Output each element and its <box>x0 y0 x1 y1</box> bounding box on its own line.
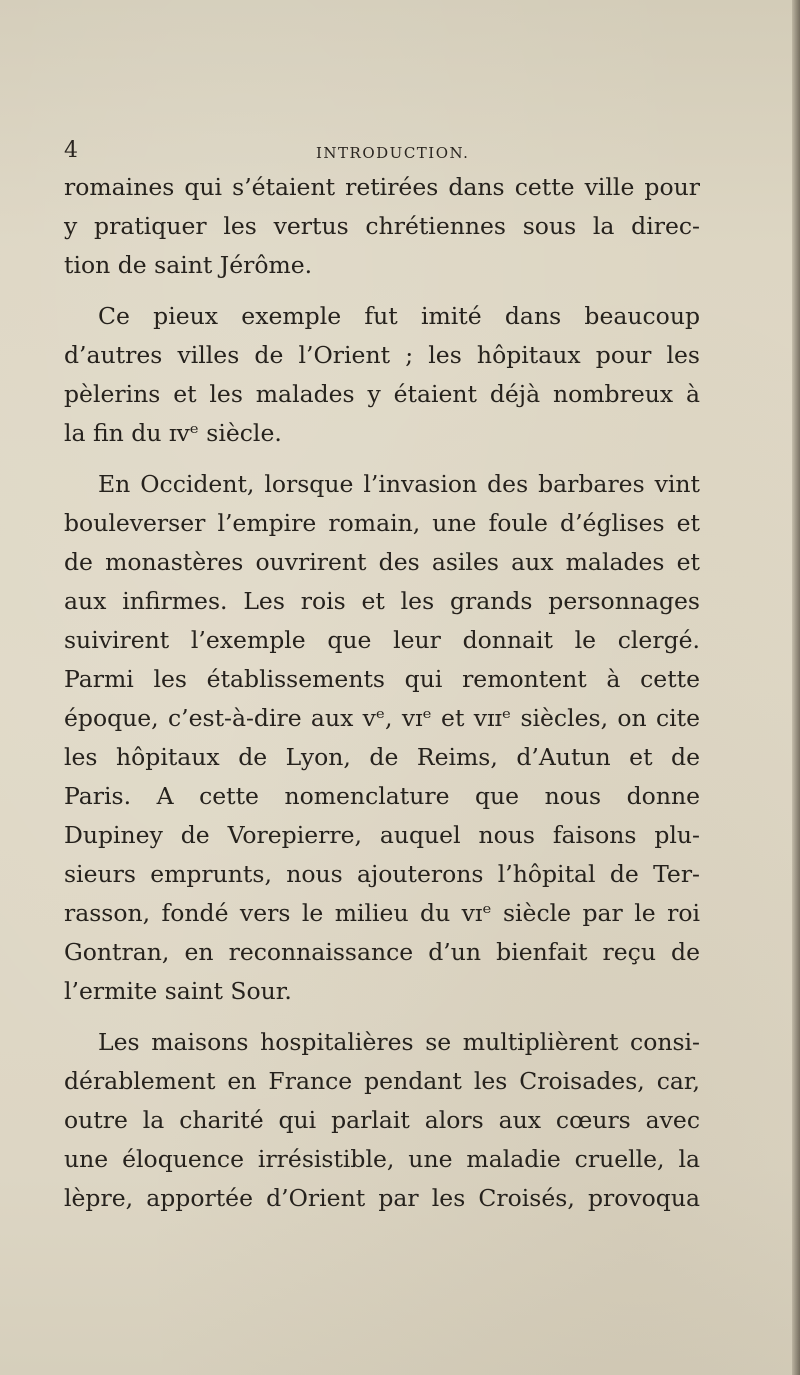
page-edge <box>792 0 800 1375</box>
text-line: outre la charité qui parlait alors aux cœurs avec <box>64 1106 700 1134</box>
text-line: de monastères ouvrirent des asiles aux malades et <box>64 548 700 576</box>
text-line: y pratiquer les vertus chrétiennes sous la direc- <box>64 212 700 240</box>
text-line: tion de saint Jérôme. <box>64 251 313 279</box>
text-line: suivirent l’exemple que leur donnait le clergé. <box>64 626 700 654</box>
text-line: Parmi les établissements qui remontent à cette <box>64 665 700 693</box>
paragraph <box>64 297 700 453</box>
text-line: d’autres villes de l’Orient ; les hôpitaux pour les <box>64 341 700 369</box>
page-number: 4 <box>64 138 78 163</box>
text-line: la fin du ɪᴠᵉ siècle. <box>64 419 282 447</box>
text-line: époque, c’est-à-dire aux ᴠᵉ, ᴠɪᵉ et ᴠɪɪᵉ siècles, on cite <box>64 704 700 732</box>
text-line: dérablement en France pendant les Croisades, car, <box>64 1067 700 1095</box>
text-line: sieurs emprunts, nous ajouterons l’hôpital de Ter- <box>64 860 700 888</box>
text-line: l’ermite saint Sour. <box>64 977 292 1005</box>
paragraph <box>64 1023 700 1218</box>
text-line: Dupiney de Vorepierre, auquel nous faisons plu- <box>64 821 700 849</box>
text-line: Les maisons hospitalières se multiplièrent consi- <box>98 1028 700 1056</box>
text-line: rasson, fondé vers le milieu du ᴠɪᵉ siècle par le roi <box>64 899 700 927</box>
paragraph <box>64 465 700 1011</box>
running-header <box>64 138 700 168</box>
text-line: Gontran, en reconnaissance d’un bienfait reçu de <box>64 938 700 966</box>
text-line: les hôpitaux de Lyon, de Reims, d’Autun et de <box>64 743 700 771</box>
text-line: romaines qui s’étaient retirées dans cette ville pour <box>64 173 700 201</box>
body-text <box>64 168 700 1218</box>
text-line: Paris. A cette nomenclature que nous donne <box>64 782 700 810</box>
running-title: INTRODUCTION. <box>316 144 470 162</box>
text-line: En Occident, lorsque l’invasion des barbares vint <box>98 470 700 498</box>
text-line: lèpre, apportée d’Orient par les Croisés, provoqua <box>64 1184 700 1212</box>
text-line: une éloquence irrésistible, une maladie cruelle, la <box>64 1145 700 1173</box>
text-line: Ce pieux exemple fut imité dans beaucoup <box>98 302 700 330</box>
text-line: pèlerins et les malades y étaient déjà nombreux à <box>64 380 700 408</box>
paragraph <box>64 168 700 285</box>
text-line: aux infirmes. Les rois et les grands personnages <box>64 587 700 615</box>
text-line: bouleverser l’empire romain, une foule d’églises et <box>64 509 700 537</box>
